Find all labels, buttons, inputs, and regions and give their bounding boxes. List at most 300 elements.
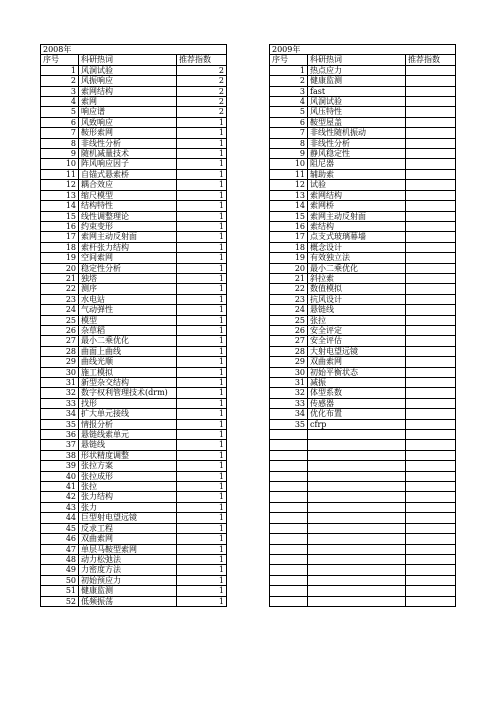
row-term-right: 体型系数: [308, 388, 406, 398]
row-no-left: 42: [41, 492, 79, 502]
row-term-right: 风压特性: [308, 107, 406, 117]
row-score-left: 2: [177, 65, 227, 75]
row-term-left: 情报分析: [79, 419, 177, 429]
row-score-left: 1: [177, 378, 227, 388]
row-term-right: 点支式玻璃幕墙: [308, 232, 406, 242]
row-term-right: 减振: [308, 378, 406, 388]
row-score-right: [406, 169, 456, 179]
row-no-right: 4: [270, 97, 308, 107]
row-score-left: 1: [177, 482, 227, 492]
row-score-left: 1: [177, 263, 227, 273]
gap-cell: [227, 149, 270, 159]
table-row: [41, 211, 456, 221]
row-term-right: 鞍型屋盖: [308, 117, 406, 127]
row-term-right: cfrp: [308, 419, 406, 429]
row-score-right: [406, 388, 456, 398]
table-row: [41, 149, 456, 159]
row-term-left: 张拉: [79, 482, 177, 492]
gap-cell: [227, 419, 270, 429]
row-term-left: 健康监测: [79, 586, 177, 596]
row-no-right: 15: [270, 211, 308, 221]
table-row: [41, 346, 456, 356]
row-term-left: 水电站: [79, 294, 177, 304]
empty-cell: [270, 596, 308, 606]
row-score-right: [406, 221, 456, 231]
row-no-right: 20: [270, 263, 308, 273]
row-no-right: 26: [270, 325, 308, 335]
empty-cell: [308, 513, 406, 523]
row-no-left: 15: [41, 211, 79, 221]
row-no-left: 34: [41, 409, 79, 419]
empty-cell: [406, 565, 456, 575]
gap-cell: [227, 430, 270, 440]
row-term-left: 气动弹性: [79, 305, 177, 315]
row-no-right: 32: [270, 388, 308, 398]
row-term-right: 辅助索: [308, 169, 406, 179]
row-score-left: 2: [177, 86, 227, 96]
row-no-right: 14: [270, 201, 308, 211]
row-term-left: 双曲索网: [79, 534, 177, 544]
table-row: [41, 534, 456, 544]
table-row: [41, 201, 456, 211]
table-row: [41, 596, 456, 606]
row-score-right: [406, 409, 456, 419]
gap-cell: [227, 253, 270, 263]
row-score-right: [406, 159, 456, 169]
row-term-left: 空间索网: [79, 253, 177, 263]
row-score-left: 1: [177, 523, 227, 533]
empty-cell: [406, 492, 456, 502]
gap-cell: [227, 169, 270, 179]
table-row: [41, 482, 456, 492]
row-term-right: 有效独立法: [308, 253, 406, 263]
row-no-left: 17: [41, 232, 79, 242]
row-term-left: 稳定性分析: [79, 263, 177, 273]
row-term-left: 曲面上曲线: [79, 346, 177, 356]
row-no-right: 28: [270, 346, 308, 356]
row-term-right: 最小二乘优化: [308, 263, 406, 273]
row-score-left: 1: [177, 169, 227, 179]
gap-cell: [227, 398, 270, 408]
table-row: [41, 76, 456, 86]
empty-cell: [406, 523, 456, 533]
row-score-left: 1: [177, 565, 227, 575]
row-score-left: 1: [177, 149, 227, 159]
row-term-left: 测序: [79, 284, 177, 294]
gap-cell: [227, 45, 270, 55]
empty-cell: [308, 482, 406, 492]
gap-cell: [227, 273, 270, 283]
row-score-left: 1: [177, 190, 227, 200]
row-score-left: 1: [177, 159, 227, 169]
row-no-left: 33: [41, 398, 79, 408]
empty-cell: [270, 534, 308, 544]
row-no-left: 48: [41, 554, 79, 564]
row-no-left: 7: [41, 128, 79, 138]
row-score-right: [406, 76, 456, 86]
gap-cell: [227, 128, 270, 138]
table-row: [41, 117, 456, 127]
row-score-right: [406, 273, 456, 283]
gap-cell: [227, 534, 270, 544]
gap-cell: [227, 305, 270, 315]
table-row: [41, 554, 456, 564]
empty-cell: [406, 450, 456, 460]
row-score-left: 1: [177, 117, 227, 127]
row-term-left: 巨型射电望远镜: [79, 513, 177, 523]
gap-cell: [227, 596, 270, 606]
row-no-right: 33: [270, 398, 308, 408]
row-term-left: 扩大单元接线: [79, 409, 177, 419]
row-term-left: 张拉方案: [79, 461, 177, 471]
empty-cell: [308, 471, 406, 481]
empty-cell: [270, 523, 308, 533]
row-term-left: 结构特性: [79, 201, 177, 211]
row-term-left: 约束变形: [79, 221, 177, 231]
table-row: [41, 461, 456, 471]
row-no-left: 35: [41, 419, 79, 429]
row-no-left: 16: [41, 221, 79, 231]
row-term-right: 索网主动反射面: [308, 211, 406, 221]
row-no-right: 12: [270, 180, 308, 190]
empty-cell: [406, 430, 456, 440]
row-term-left: 数字权利管理技术(drm): [79, 388, 177, 398]
empty-cell: [406, 440, 456, 450]
row-score-left: 1: [177, 471, 227, 481]
row-term-left: 悬链线索单元: [79, 430, 177, 440]
row-score-right: [406, 180, 456, 190]
empty-cell: [270, 492, 308, 502]
row-no-left: 2: [41, 76, 79, 86]
table-row: [41, 388, 456, 398]
row-no-left: 11: [41, 169, 79, 179]
row-score-left: 1: [177, 586, 227, 596]
row-term-left: 张拉成形: [79, 471, 177, 481]
table-row: [41, 513, 456, 523]
row-term-left: 独塔: [79, 273, 177, 283]
row-term-right: 非线性分析: [308, 138, 406, 148]
row-score-left: 1: [177, 138, 227, 148]
gap-cell: [227, 367, 270, 377]
row-score-left: 1: [177, 461, 227, 471]
gap-cell: [227, 263, 270, 273]
table-row: [41, 180, 456, 190]
row-term-right: 热点应力: [308, 65, 406, 75]
gap-cell: [227, 221, 270, 231]
row-no-right: 23: [270, 294, 308, 304]
table-row: [41, 398, 456, 408]
header-score-right: 推荐指数: [406, 55, 456, 65]
row-score-right: [406, 419, 456, 429]
row-no-right: 10: [270, 159, 308, 169]
empty-cell: [270, 513, 308, 523]
row-score-left: 1: [177, 502, 227, 512]
row-no-left: 46: [41, 534, 79, 544]
row-no-left: 8: [41, 138, 79, 148]
row-score-right: [406, 284, 456, 294]
row-no-left: 30: [41, 367, 79, 377]
gap-cell: [227, 586, 270, 596]
row-term-left: 索网主动反射面: [79, 232, 177, 242]
gap-cell: [227, 190, 270, 200]
row-no-left: 26: [41, 325, 79, 335]
row-score-left: 1: [177, 325, 227, 335]
gap-cell: [227, 471, 270, 481]
empty-cell: [406, 586, 456, 596]
row-term-right: 斜拉索: [308, 273, 406, 283]
row-score-right: [406, 378, 456, 388]
table-row: [41, 159, 456, 169]
row-score-right: [406, 305, 456, 315]
row-term-left: 索杆张力结构: [79, 242, 177, 252]
table-row: [41, 325, 456, 335]
gap-cell: [227, 554, 270, 564]
row-score-right: [406, 367, 456, 377]
row-term-left: 曲线光顺: [79, 357, 177, 367]
row-no-left: 24: [41, 305, 79, 315]
row-score-left: 1: [177, 357, 227, 367]
row-term-left: 反求工程: [79, 523, 177, 533]
table-row: [41, 586, 456, 596]
row-no-left: 9: [41, 149, 79, 159]
row-score-left: 1: [177, 284, 227, 294]
row-term-left: 低频振荡: [79, 596, 177, 606]
empty-cell: [308, 565, 406, 575]
row-no-left: 44: [41, 513, 79, 523]
table-row: [41, 440, 456, 450]
gap-cell: [227, 284, 270, 294]
row-term-right: 大射电望远镜: [308, 346, 406, 356]
empty-cell: [406, 575, 456, 585]
row-no-right: 21: [270, 273, 308, 283]
row-no-right: 3: [270, 86, 308, 96]
row-no-left: 19: [41, 253, 79, 263]
row-term-left: 线性调整理论: [79, 211, 177, 221]
row-no-left: 14: [41, 201, 79, 211]
gap-cell: [227, 107, 270, 117]
row-no-right: 2: [270, 76, 308, 86]
gap-cell: [227, 336, 270, 346]
row-no-right: 17: [270, 232, 308, 242]
row-term-left: 鞍形索网: [79, 128, 177, 138]
row-term-left: 自锚式悬索桥: [79, 169, 177, 179]
row-no-left: 29: [41, 357, 79, 367]
row-no-left: 22: [41, 284, 79, 294]
empty-cell: [406, 471, 456, 481]
row-term-left: 模型: [79, 315, 177, 325]
row-score-left: 1: [177, 315, 227, 325]
table-row: [41, 284, 456, 294]
row-term-right: 初始平衡状态: [308, 367, 406, 377]
empty-cell: [308, 461, 406, 471]
row-no-right: 8: [270, 138, 308, 148]
empty-cell: [308, 492, 406, 502]
row-term-right: 双曲索网: [308, 357, 406, 367]
empty-cell: [308, 575, 406, 585]
year-left-cell: 2008年: [41, 45, 227, 55]
header-no-left: 序号: [41, 55, 79, 65]
table-row: [41, 305, 456, 315]
row-score-right: [406, 263, 456, 273]
row-term-right: 张拉: [308, 315, 406, 325]
row-no-right: 25: [270, 315, 308, 325]
row-term-right: 优化布置: [308, 409, 406, 419]
hot-terms-table: [40, 44, 456, 607]
table-row: [41, 409, 456, 419]
gap-cell: [227, 97, 270, 107]
header-no-right: 序号: [270, 55, 308, 65]
table-row: [41, 336, 456, 346]
table-row: [41, 263, 456, 273]
row-term-right: 风洞试验: [308, 97, 406, 107]
table-row: [41, 357, 456, 367]
row-term-left: 缩尺模型: [79, 190, 177, 200]
row-term-left: 风洞试验: [79, 65, 177, 75]
table-row: [41, 492, 456, 502]
row-term-right: 安全评定: [308, 325, 406, 335]
empty-cell: [406, 596, 456, 606]
row-no-left: 18: [41, 242, 79, 252]
table-row: [41, 565, 456, 575]
row-term-right: 健康监测: [308, 76, 406, 86]
row-score-left: 1: [177, 450, 227, 460]
gap-cell: [227, 388, 270, 398]
table-row: [41, 471, 456, 481]
row-no-right: 18: [270, 242, 308, 252]
row-no-right: 24: [270, 305, 308, 315]
table-row: [41, 138, 456, 148]
row-term-left: 力密度方法: [79, 565, 177, 575]
row-term-right: 阻尼器: [308, 159, 406, 169]
row-score-left: 1: [177, 305, 227, 315]
table-row: [41, 367, 456, 377]
row-score-right: [406, 242, 456, 252]
row-no-left: 31: [41, 378, 79, 388]
row-term-left: 非线性分析: [79, 138, 177, 148]
gap-cell: [227, 513, 270, 523]
row-score-right: [406, 315, 456, 325]
empty-cell: [406, 502, 456, 512]
row-score-right: [406, 346, 456, 356]
row-score-right: [406, 211, 456, 221]
row-score-left: 1: [177, 388, 227, 398]
empty-cell: [270, 482, 308, 492]
row-no-left: 10: [41, 159, 79, 169]
row-term-right: 抗风设计: [308, 294, 406, 304]
empty-cell: [308, 450, 406, 460]
row-no-left: 47: [41, 544, 79, 554]
empty-cell: [270, 544, 308, 554]
header-term-left: 科研热词: [79, 55, 177, 65]
row-term-right: 索网结构: [308, 190, 406, 200]
table-row: [41, 86, 456, 96]
gap-cell: [227, 461, 270, 471]
row-score-right: [406, 117, 456, 127]
row-term-right: 非线性随机振动: [308, 128, 406, 138]
row-score-right: [406, 294, 456, 304]
row-no-right: 30: [270, 367, 308, 377]
row-no-left: 50: [41, 575, 79, 585]
row-term-left: 风振响应: [79, 76, 177, 86]
row-no-left: 4: [41, 97, 79, 107]
row-no-right: 1: [270, 65, 308, 75]
row-no-left: 36: [41, 430, 79, 440]
row-term-left: 形状精度调整: [79, 450, 177, 460]
table-row: [41, 575, 456, 585]
row-score-right: [406, 107, 456, 117]
gap-cell: [227, 565, 270, 575]
row-score-left: 1: [177, 128, 227, 138]
row-no-right: 22: [270, 284, 308, 294]
header-score-left: 推荐指数: [177, 55, 227, 65]
table-row: [41, 294, 456, 304]
row-score-left: 1: [177, 419, 227, 429]
row-no-left: 28: [41, 346, 79, 356]
empty-cell: [270, 565, 308, 575]
table-row: [41, 430, 456, 440]
gap-cell: [227, 325, 270, 335]
row-no-right: 6: [270, 117, 308, 127]
row-score-left: 1: [177, 544, 227, 554]
empty-cell: [308, 440, 406, 450]
row-score-left: 1: [177, 596, 227, 606]
empty-cell: [270, 450, 308, 460]
table-row: [41, 107, 456, 117]
row-score-right: [406, 149, 456, 159]
row-no-left: 12: [41, 180, 79, 190]
row-score-left: 1: [177, 430, 227, 440]
gap-cell: [227, 575, 270, 585]
row-score-right: [406, 325, 456, 335]
empty-cell: [308, 596, 406, 606]
row-score-right: [406, 336, 456, 346]
row-score-left: 1: [177, 492, 227, 502]
gap-cell: [227, 65, 270, 75]
row-term-left: 杂草稻: [79, 325, 177, 335]
row-term-left: 单层马鞍型索网: [79, 544, 177, 554]
table-row: [41, 221, 456, 231]
row-score-left: 1: [177, 336, 227, 346]
row-no-right: 7: [270, 128, 308, 138]
row-score-left: 1: [177, 534, 227, 544]
table-row: [41, 544, 456, 554]
row-term-left: 响应谱: [79, 107, 177, 117]
row-score-right: [406, 138, 456, 148]
row-score-left: 1: [177, 201, 227, 211]
empty-cell: [270, 575, 308, 585]
table-row: [41, 128, 456, 138]
row-no-right: 27: [270, 336, 308, 346]
row-term-right: 传感器: [308, 398, 406, 408]
row-score-right: [406, 201, 456, 211]
row-score-left: 2: [177, 76, 227, 86]
row-no-left: 45: [41, 523, 79, 533]
row-score-right: [406, 86, 456, 96]
row-score-left: 1: [177, 367, 227, 377]
row-score-right: [406, 128, 456, 138]
table-row: [41, 523, 456, 533]
row-no-left: 40: [41, 471, 79, 481]
row-score-right: [406, 253, 456, 263]
empty-cell: [308, 554, 406, 564]
row-no-right: 16: [270, 221, 308, 231]
row-no-right: 29: [270, 357, 308, 367]
gap-cell: [227, 201, 270, 211]
row-score-left: 1: [177, 575, 227, 585]
row-no-left: 39: [41, 461, 79, 471]
table-row: [41, 419, 456, 429]
table-row: [41, 253, 456, 263]
